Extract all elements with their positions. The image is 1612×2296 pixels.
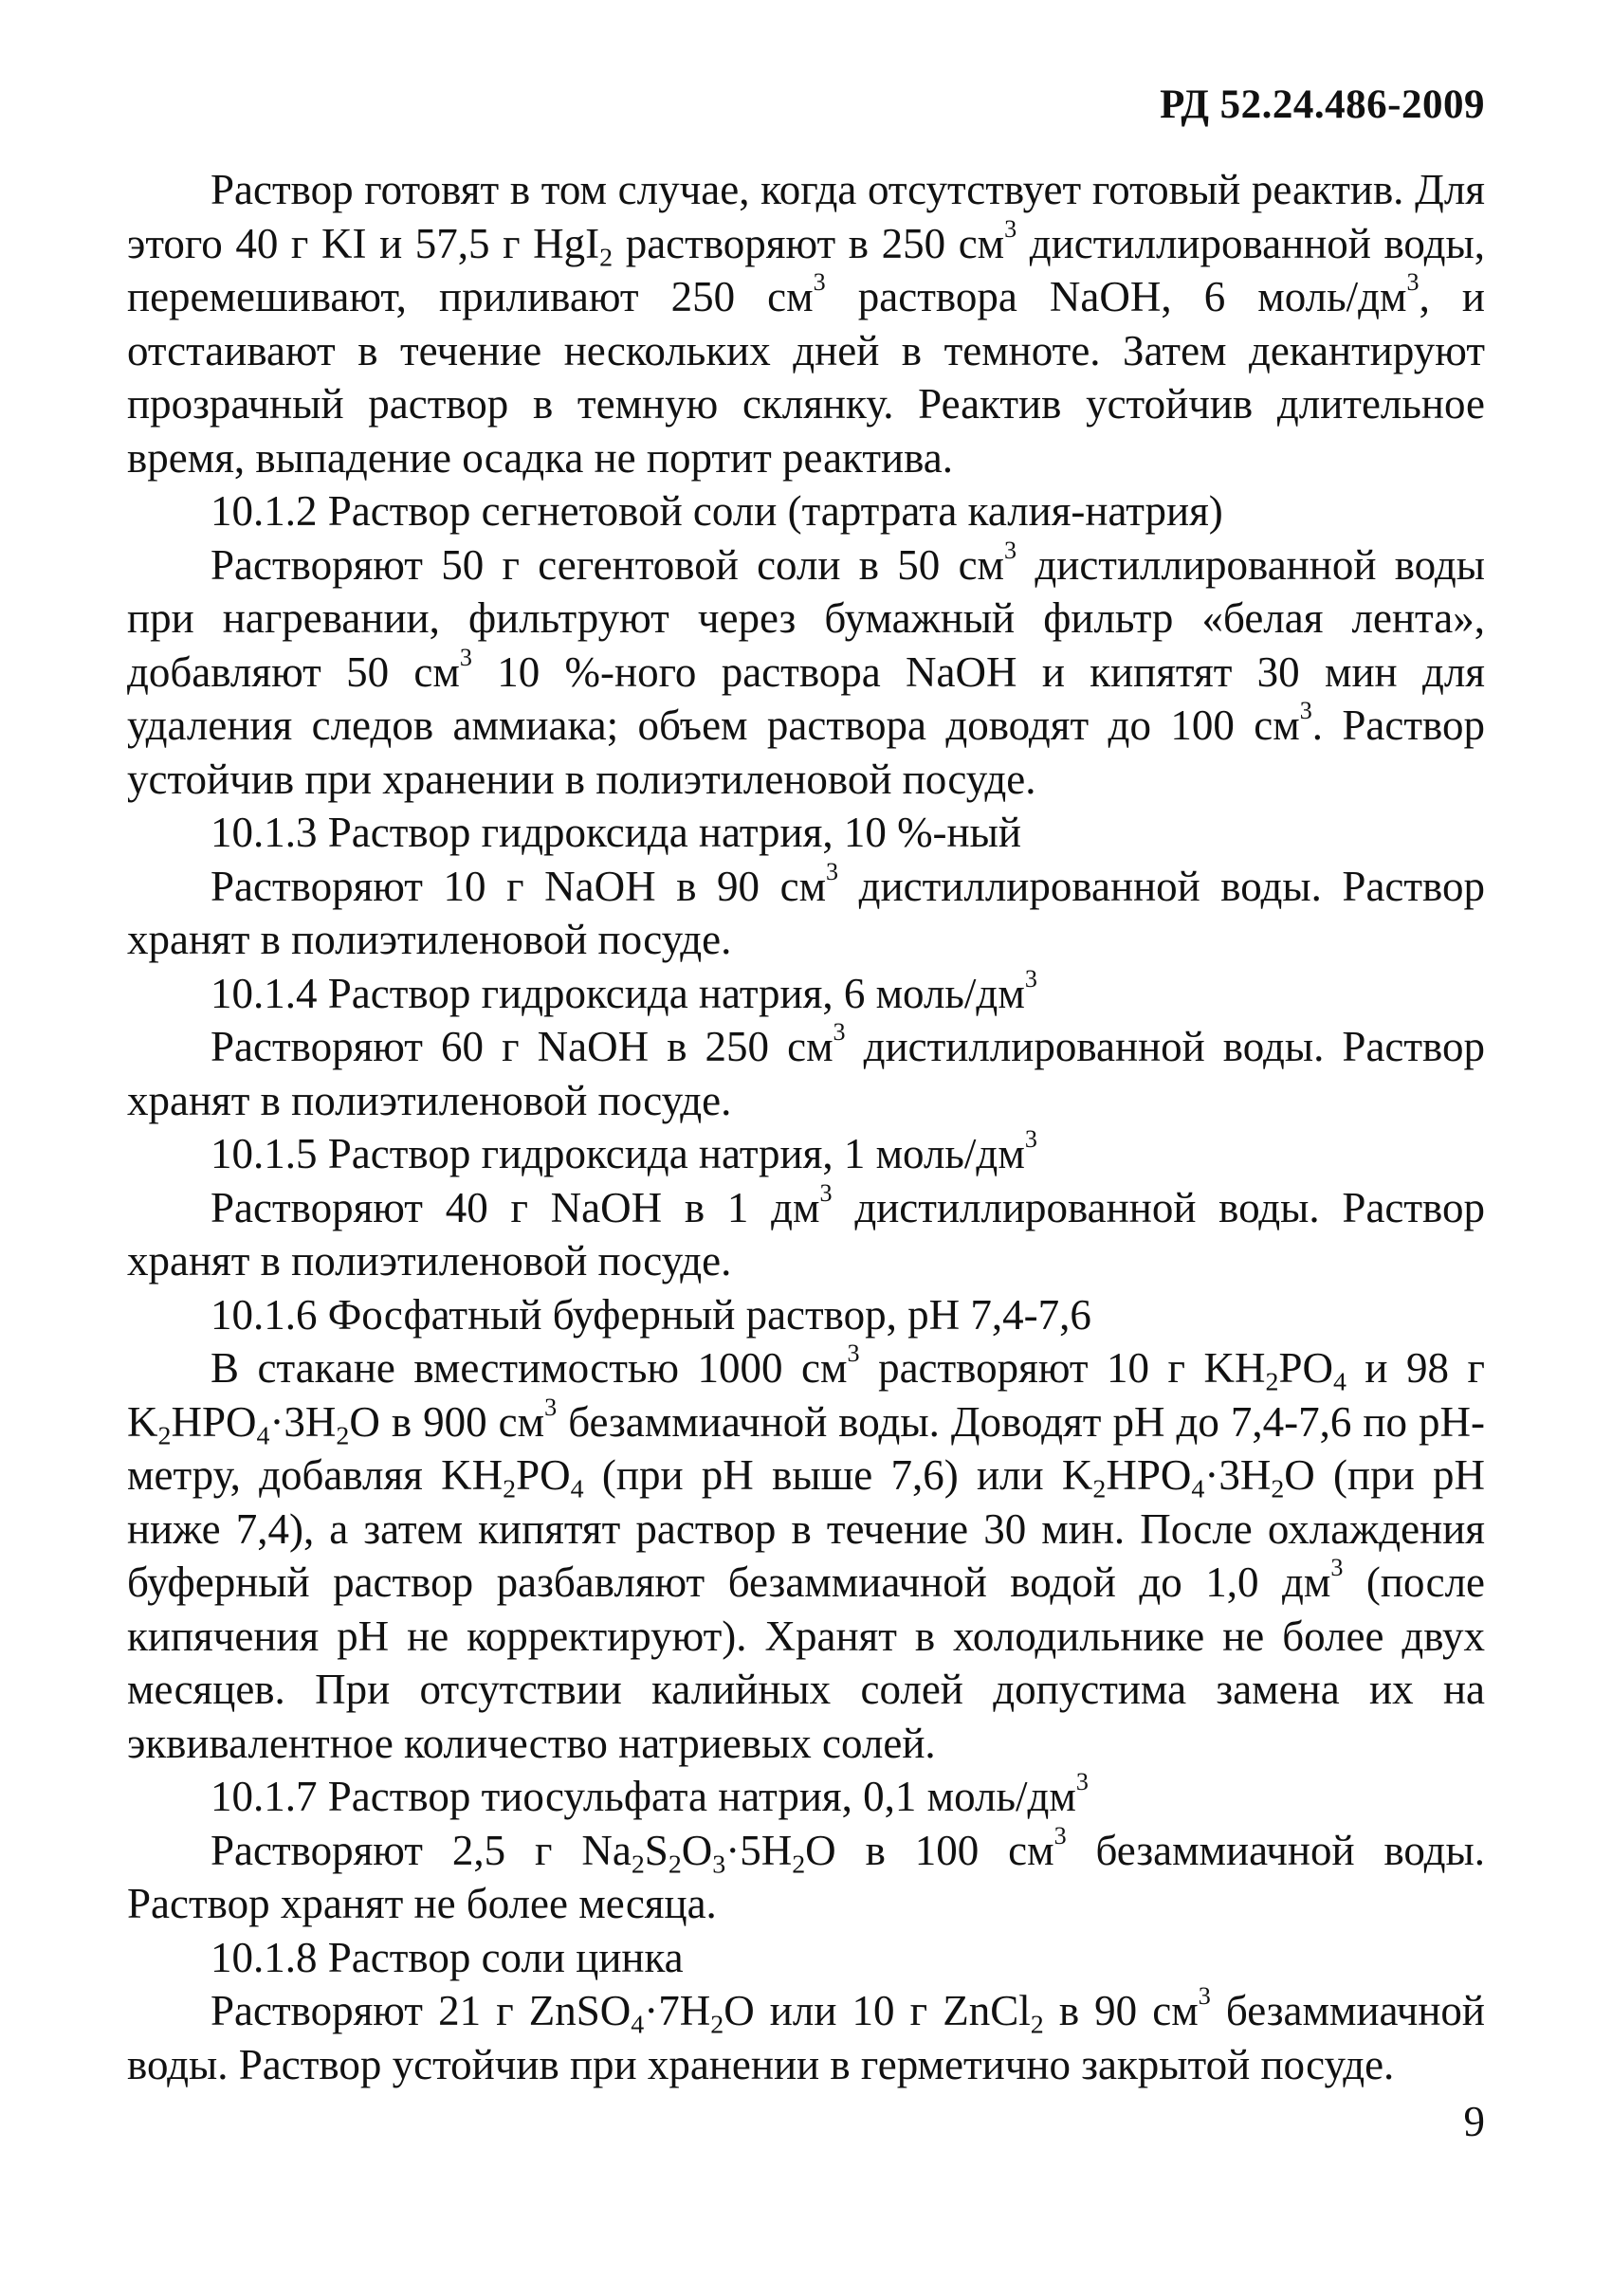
paragraph: Растворяют 40 г NaOH в 1 $дм^3$ дистиллированной воды. Раствор хранят в полиэтиленовой посуде. — [127, 1178, 1496, 1285]
section-heading: 10.1.3 Раствор гидроксида натрия, 10 %-ный — [211, 809, 1021, 856]
section-heading: 10.1.7 Раствор тиосульфата натрия, 0,1 моль/$дм^3$ — [211, 1767, 1089, 1820]
paragraph: Растворяют 21 г $ZnSO_4\cdot 7H_2O$ или 10 г ZnCl$_2$ в 90 $см^3$ безаммиачной воды. Раствор устойчив при хранении в герметично закрытой посуде. — [127, 1981, 1496, 2088]
section-heading: 10.1.4 Раствор гидроксида натрия, 6 моль/$дм^3$ — [211, 964, 1037, 1017]
section-heading: 10.1.5 Раствор гидроксида натрия, 1 моль/$дм^3$ — [211, 1124, 1037, 1177]
paragraph: Растворяют 60 г NaOH в 250 $см^3$ дистиллированной воды. Раствор хранят в полиэтиленовой посуде. — [127, 1017, 1496, 1124]
paragraph: Растворяют 50 г сегентовой соли в 50 $см^3$ дистиллированной воды при нагревании, фильтруют через бумажный фильтр «белая лента», добавляют 50 $см^3$ 10 %-ного раствора NaOH и кипятят 30 мин для удаления следов аммиака; объем раствора доводят до 100 $см^3$. Раствор устойчив при хранении в полиэтиленовой посуде. — [127, 536, 1496, 803]
section-heading: 10.1.6 Фосфатный буферный раствор, рН 7,4-7,6 — [211, 1290, 1091, 1339]
paragraph: Раствор готовят в том случае, когда отсутствует готовый реактив. Для этого 40 г KI и 57,5 г HgI$_2$ растворяют в 250 $см^3$ дистиллированной воды, перемешивают, приливают 250 $см^3$ раствора NaOH, 6 моль/$дм^3$, и отстаивают в течение нескольких дней в темноте. Затем декантируют прозрачный раствор в темную склянку. Реактив устойчив длительное время, выпадение осадка не портит реактива. — [127, 166, 1496, 482]
document-body — [127, 163, 1496, 2091]
section-heading: 10.1.2 Раствор сегнетовой соли (тартрата калия-натрия) — [211, 487, 1223, 535]
page-number: 9 — [1463, 2098, 1485, 2145]
paragraph: Растворяют 2,5 г $Na_2S_2O_3\cdot 5H_2O$ в 100 $см^3$ безаммиачной воды. Раствор хранят не более месяца. — [127, 1821, 1496, 1927]
document-code-header: РД 52.24.486-2009 — [1160, 82, 1485, 127]
paragraph: В стакане вместимостью 1000 $см^3$ растворяют 10 г $KH_2PO_4$ и 98 г $K_2HPO_4\cdot 3H_2O$ в 900 $см^3$ безаммиачной воды. Доводят рН до 7,4-7,6 по рН-метру, добавляя $KH_2PO_4$ (при рН выше 7,6) или $K_2HPO_4\cdot 3H_2O$ (при рН ниже 7,4), а затем кипятят раствор в течение 30 мин. После охлаждения буферный раствор разбавляют безаммиачной водой до 1,0 $дм^3$ (после кипячения рН не корректируют). Хранят в холодильнике не более двух месяцев. При отсутствии калийных солей допустима замена их на эквивалентное количество натриевых солей. — [127, 1339, 1496, 1767]
section-heading: 10.1.8 Раствор соли цинка — [211, 1933, 684, 1981]
paragraph: Растворяют 10 г NaOH в 90 $см^3$ дистиллированной воды. Раствор хранят в полиэтиленовой посуде. — [127, 857, 1496, 963]
